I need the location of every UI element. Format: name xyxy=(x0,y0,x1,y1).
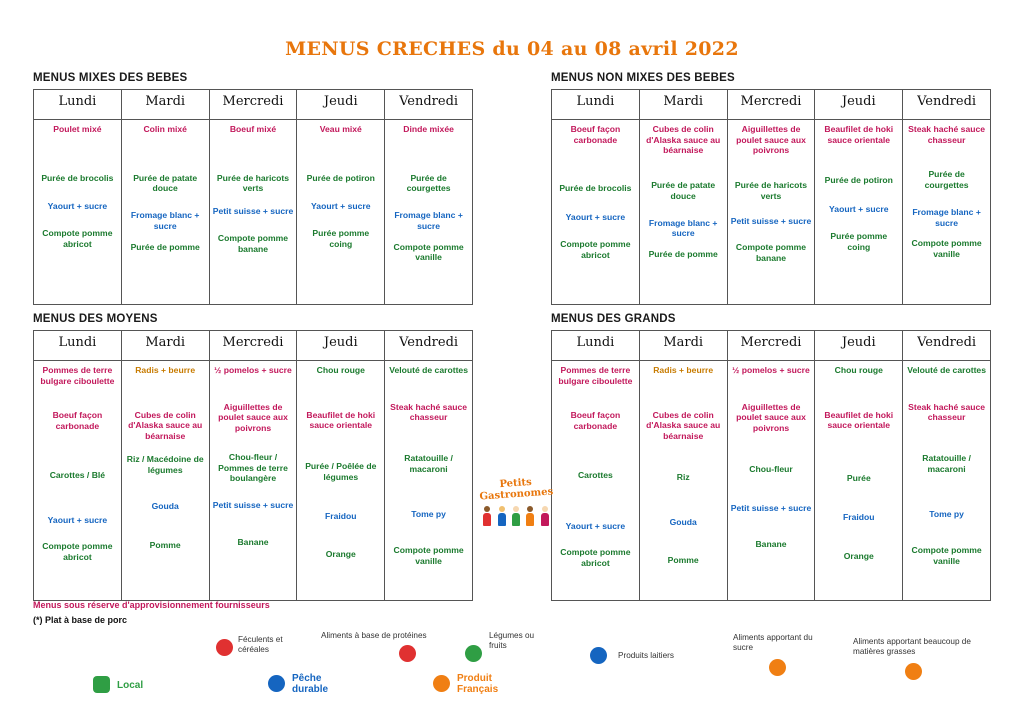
menu-item: Pommes de terre bulgare ciboulette xyxy=(40,365,115,386)
menu-item: Ratatouille / macaroni xyxy=(922,453,971,474)
menu-item: Fraidou xyxy=(843,511,875,522)
table-header-row xyxy=(34,331,473,361)
menu-item: Purée de courgettes xyxy=(924,169,969,191)
local-icon xyxy=(93,676,110,693)
legend-item-feculents xyxy=(188,635,288,655)
menu-item: Beaufilet de hoki sauce orientale xyxy=(824,409,894,431)
block-title: MENUS MIXES DES BEBES xyxy=(33,72,188,84)
menu-cell xyxy=(209,361,297,601)
menu-item: Riz xyxy=(676,471,690,482)
menu-item: Compote pomme vanille xyxy=(393,241,464,263)
menu-item: Chou rouge xyxy=(834,365,883,375)
kid-figure xyxy=(526,506,534,526)
menu-item: Beaufilet de hoki sauce orientale xyxy=(306,409,376,431)
menu-item: Fromage blanc + sucre xyxy=(130,210,200,231)
menu-item: Tome py xyxy=(929,508,964,519)
menu-cell xyxy=(727,120,815,305)
splat-blue-icon xyxy=(590,647,607,664)
kid-figure xyxy=(483,506,491,526)
menu-item: ½ pomelos + sucre xyxy=(732,365,810,375)
menu-item: Chou-fleur / Pommes de terre boulangère xyxy=(218,451,288,484)
menu-item: Yaourt + sucre xyxy=(47,201,108,212)
splat-green-icon xyxy=(465,645,482,662)
block-title: MENUS DES GRANDS xyxy=(551,313,676,325)
menu-item: Compote pomme abricot xyxy=(560,238,631,260)
menu-item: Purée de brocolis xyxy=(559,183,632,194)
menu-item: Petit suisse + sucre xyxy=(730,215,812,226)
menu-cell xyxy=(121,120,209,305)
produit-francais-icon xyxy=(433,675,450,692)
menu-item: Fromage blanc + sucre xyxy=(912,206,981,228)
menu-item: Pommes de terre bulgare ciboulette xyxy=(558,365,633,386)
legend-label: Aliments à base de protéines xyxy=(321,631,427,640)
menu-item: Compote pomme vanille xyxy=(393,545,464,567)
table-header-row xyxy=(552,90,991,120)
legend-item-produits-laitiers xyxy=(590,647,720,664)
kid-figure xyxy=(498,506,506,526)
menu-item: Purée de brocolis xyxy=(41,172,114,183)
day-header-lundi: Lundi xyxy=(34,331,122,361)
menu-item: Compote pomme abricot xyxy=(560,547,631,569)
menu-item: Purée de potiron xyxy=(824,175,893,186)
legend-item-peche-durable xyxy=(268,673,358,695)
menu-item: Compote pomme banane xyxy=(735,242,807,264)
legend-item-proteines xyxy=(321,631,431,641)
menu-item: Chou rouge xyxy=(316,365,365,375)
menu-item: Compote pomme vanille xyxy=(911,545,982,567)
menu-item: Purée de potiron xyxy=(306,172,375,183)
day-header-jeudi: Jeudi xyxy=(815,331,903,361)
menu-cell xyxy=(815,361,903,601)
menu-item: Steak haché sauce chasseur xyxy=(908,401,986,423)
menu-cell xyxy=(903,120,991,305)
menu-cell xyxy=(385,120,473,305)
legend-label: Féculents et céréales xyxy=(238,635,283,654)
day-header-mardi: Mardi xyxy=(639,331,727,361)
day-header-mardi: Mardi xyxy=(639,90,727,120)
menu-item: Purée / Poêlée de légumes xyxy=(305,461,377,482)
menu-table xyxy=(551,89,991,305)
menu-item: Colin mixé xyxy=(143,124,187,134)
block-title: MENUS NON MIXES DES BEBES xyxy=(551,72,735,84)
day-header-lundi: Lundi xyxy=(552,331,640,361)
menu-item: Pomme xyxy=(667,555,699,566)
menu-item: Compote pomme vanille xyxy=(911,238,982,260)
menu-item: Gouda xyxy=(669,516,697,527)
page-title: MENUS CRECHES du 04 au 08 avril 2022 xyxy=(285,38,739,60)
menu-cell xyxy=(121,361,209,601)
menu-item: Yaourt + sucre xyxy=(565,520,626,531)
menu-item: Beaufilet de hoki sauce orientale xyxy=(824,124,894,145)
menu-item: Purée de haricots verts xyxy=(734,180,808,201)
menu-cell xyxy=(639,361,727,601)
menu-cell xyxy=(385,361,473,601)
menu-item: Poulet mixé xyxy=(53,124,102,134)
menu-item: Purée pomme coing xyxy=(312,228,370,249)
kid-figure xyxy=(512,506,520,526)
menu-item: Compote pomme abricot xyxy=(42,541,113,563)
table-header-row xyxy=(34,90,473,120)
menu-cell xyxy=(552,361,640,601)
table-row xyxy=(34,361,473,601)
menu-item: ½ pomelos + sucre xyxy=(214,365,292,375)
menu-item: Yaourt + sucre xyxy=(47,514,108,525)
legend-note-supply: Menus sous réserve d'approvisionnement fournisseurs xyxy=(33,600,270,610)
legend-label: Aliments apportant beaucoup de matières grasses xyxy=(853,637,971,656)
menu-table xyxy=(33,330,473,601)
kid-figure xyxy=(541,506,549,526)
legend-label: Légumes ou fruits xyxy=(489,631,535,650)
menu-item: Fromage blanc + sucre xyxy=(394,210,463,231)
menu-item: Yaourt + sucre xyxy=(311,201,371,212)
menu-item: Aiguillettes de poulet sauce aux poivrons xyxy=(736,401,806,434)
legend-item-legumes xyxy=(453,631,543,651)
legend-label: Aliments apportant du sucre xyxy=(733,633,813,652)
menu-cell xyxy=(639,120,727,305)
logo-illustration xyxy=(478,506,554,526)
menu-item: Tome py xyxy=(411,508,446,519)
day-header-mercredi: Mercredi xyxy=(209,90,297,120)
menu-item: Banane xyxy=(755,539,787,550)
menu-item: Steak haché sauce chasseur xyxy=(908,124,986,145)
menu-item: Purée de pomme xyxy=(130,241,200,252)
menu-item: Purée de patate douce xyxy=(651,180,716,201)
splat-orange-icon xyxy=(769,659,786,676)
menu-cell xyxy=(34,361,122,601)
day-header-lundi: Lundi xyxy=(552,90,640,120)
menu-item: Purée de patate douce xyxy=(133,172,198,194)
menu-item: Yaourt + sucre xyxy=(829,204,889,215)
menu-item: Petit suisse + sucre xyxy=(730,502,812,513)
menu-item: Radis + beurre xyxy=(135,365,196,375)
menu-item: Compote pomme banane xyxy=(217,232,289,254)
menu-table xyxy=(33,89,473,305)
menu-cell xyxy=(209,120,297,305)
block-menus-mixes-bebes xyxy=(33,72,473,305)
day-header-mercredi: Mercredi xyxy=(727,331,815,361)
block-menus-non-mixes-bebes xyxy=(551,72,991,305)
menu-item: Pomme xyxy=(149,540,181,551)
splat-red-icon xyxy=(399,645,416,662)
menu-item: Riz / Macédoine de légumes xyxy=(126,453,204,475)
day-header-mercredi: Mercredi xyxy=(727,90,815,120)
menu-item: Yaourt + sucre xyxy=(565,212,626,223)
menu-item: Velouté de carottes xyxy=(907,365,986,375)
menu-item: Compote pomme abricot xyxy=(42,228,113,249)
logo xyxy=(478,478,554,574)
menu-item: Boeuf mixé xyxy=(229,124,277,134)
logo-text: Petits Gastronomes xyxy=(479,476,554,503)
table-row xyxy=(552,361,991,601)
day-header-jeudi: Jeudi xyxy=(815,90,903,120)
peche-durable-icon xyxy=(268,675,285,692)
menu-item: Purée de pomme xyxy=(648,249,718,260)
menu-cell xyxy=(727,361,815,601)
legend-item-sucre xyxy=(733,633,829,653)
legend-note-pork: (*) Plat à base de porc xyxy=(33,615,128,625)
menu-item: Carottes / Blé xyxy=(49,469,106,480)
day-header-vendredi: Vendredi xyxy=(903,90,991,120)
legend-label: Produit Français xyxy=(457,673,499,695)
day-header-vendredi: Vendredi xyxy=(903,331,991,361)
menu-item: Orange xyxy=(325,549,356,560)
legend xyxy=(33,600,993,705)
day-header-jeudi: Jeudi xyxy=(297,90,385,120)
menu-item: Petit suisse + sucre xyxy=(212,206,294,217)
menu-item: Petit suisse + sucre xyxy=(212,500,294,511)
day-header-vendredi: Vendredi xyxy=(385,331,473,361)
menu-item: Aiguillettes de poulet sauce aux poivrons xyxy=(736,124,806,156)
block-menus-des-grands xyxy=(551,313,991,601)
day-header-lundi: Lundi xyxy=(34,90,122,120)
menu-cell xyxy=(552,120,640,305)
menu-item: Boeuf façon carbonade xyxy=(570,410,621,432)
menu-cell xyxy=(297,361,385,601)
menu-item: Gouda xyxy=(151,501,179,512)
menu-cell xyxy=(34,120,122,305)
legend-label: Pêche durable xyxy=(292,673,329,695)
day-header-mardi: Mardi xyxy=(121,90,209,120)
menu-item: Fromage blanc + sucre xyxy=(648,217,718,239)
table-row xyxy=(34,120,473,305)
menu-cell xyxy=(815,120,903,305)
menu-item: Cubes de colin d'Alaska sauce au béarnaise xyxy=(646,409,721,442)
legend-label: Produits laitiers xyxy=(618,651,674,660)
legend-item-produit-francais xyxy=(433,673,523,695)
splat-red-icon xyxy=(216,639,233,656)
table-row xyxy=(552,120,991,305)
day-header-vendredi: Vendredi xyxy=(385,90,473,120)
menu-item: Orange xyxy=(843,550,874,561)
menu-item: Purée xyxy=(846,473,871,484)
block-menus-des-moyens xyxy=(33,313,473,601)
menu-cell xyxy=(903,361,991,601)
menu-item: Boeuf façon carbonade xyxy=(570,124,621,145)
day-header-mardi: Mardi xyxy=(121,331,209,361)
menu-item: Veau mixé xyxy=(319,124,362,134)
menu-item: Fraidou xyxy=(325,510,357,521)
legend-label: Local xyxy=(117,680,144,691)
legend-item-matieres-grasses xyxy=(853,637,998,657)
menu-item: Purée de haricots verts xyxy=(216,172,290,194)
menu-item: Chou-fleur xyxy=(749,463,793,474)
menu-item: Radis + beurre xyxy=(653,365,714,375)
menu-item: Banane xyxy=(237,536,269,547)
menu-item: Ratatouille / macaroni xyxy=(404,453,453,474)
menu-item: Dinde mixée xyxy=(403,124,454,134)
menu-item: Carottes xyxy=(577,469,613,480)
splat-orange-icon xyxy=(905,663,922,680)
menu-table xyxy=(551,330,991,601)
day-header-mercredi: Mercredi xyxy=(209,331,297,361)
menu-item: Boeuf façon carbonade xyxy=(52,410,103,432)
day-header-jeudi: Jeudi xyxy=(297,331,385,361)
menu-item: Aiguillettes de poulet sauce aux poivrons xyxy=(218,401,288,434)
block-title: MENUS DES MOYENS xyxy=(33,313,158,325)
menu-cell xyxy=(297,120,385,305)
menu-item: Purée pomme coing xyxy=(830,230,888,252)
table-header-row xyxy=(552,331,991,361)
menu-item: Purée de courgettes xyxy=(406,172,451,194)
legend-items xyxy=(33,625,993,705)
menu-item: Velouté de carottes xyxy=(389,365,468,375)
legend-item-local xyxy=(93,677,173,694)
menu-item: Cubes de colin d'Alaska sauce au béarnaise xyxy=(128,409,203,442)
menu-item: Steak haché sauce chasseur xyxy=(390,401,468,423)
menu-item: Cubes de colin d'Alaska sauce au béarnaise xyxy=(646,124,721,156)
